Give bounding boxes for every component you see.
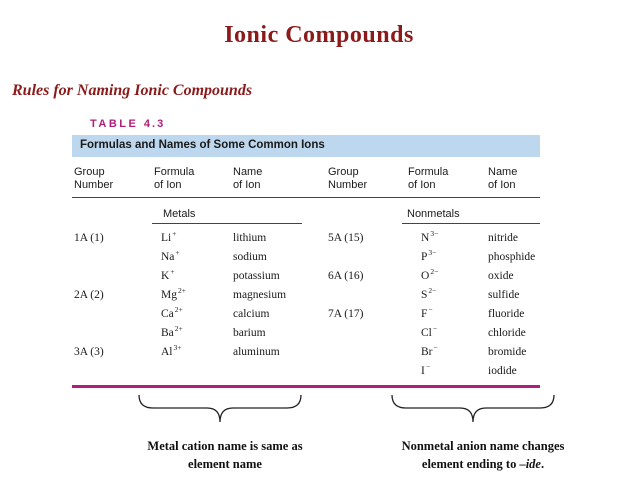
metals-formula-cell xyxy=(161,286,186,301)
nonmetal-note-prefix: element ending to xyxy=(421,457,520,471)
metal-brace-icon xyxy=(135,392,305,430)
ion-charge: − xyxy=(432,324,438,333)
header-line: of Ion xyxy=(233,179,261,191)
metals-name-cell: aluminum xyxy=(233,346,280,358)
header-line: Name xyxy=(488,166,518,178)
ion-symbol: Ca xyxy=(161,308,174,320)
nonmetals-formula-cell xyxy=(421,248,437,263)
table-label-number: 4.3 xyxy=(143,118,166,130)
table-caption-band xyxy=(72,135,540,157)
ion-charge: 2− xyxy=(430,267,439,276)
metals-name-cell: lithium xyxy=(233,232,267,244)
ion-charge: − xyxy=(433,343,438,352)
header-line: Name xyxy=(233,166,263,178)
header-line: Formula xyxy=(154,166,195,178)
ion-symbol: F xyxy=(421,308,428,320)
metal-note xyxy=(110,437,340,473)
nonmetals-name-cell: oxide xyxy=(488,270,514,282)
nonmetals-name-cell: sulfide xyxy=(488,289,520,301)
header-formula-left xyxy=(154,166,194,192)
header-group-number-right xyxy=(328,166,367,192)
header-line: Group xyxy=(328,166,359,178)
nonmetals-name-cell: chloride xyxy=(488,327,526,339)
ion-charge: − xyxy=(428,305,433,314)
metals-name-cell: calcium xyxy=(233,308,270,320)
nonmetals-formula-cell xyxy=(421,229,439,244)
ion-symbol: O xyxy=(421,270,430,282)
metals-name-cell: magnesium xyxy=(233,289,287,301)
ion-symbol: Li xyxy=(161,232,172,244)
section-nonmetals: Nonmetals xyxy=(407,208,460,220)
nonmetal-note-ending: –ide xyxy=(519,457,541,471)
ion-symbol: Br xyxy=(421,346,433,358)
metal-note-line1: Metal cation name is same as xyxy=(147,439,303,453)
ion-charge: 2+ xyxy=(174,305,183,314)
metals-formula-cell xyxy=(161,248,180,263)
metals-name-cell: potassium xyxy=(233,270,280,282)
header-group-number-left xyxy=(74,166,113,192)
nonmetals-formula-cell xyxy=(421,305,433,320)
section-metals: Metals xyxy=(163,208,196,220)
table-label-word: TABLE xyxy=(90,118,139,130)
ion-symbol: N xyxy=(421,232,430,244)
table-caption: Formulas and Names of Some Common Ions xyxy=(80,139,325,151)
nonmetal-note xyxy=(368,437,598,473)
ion-charge: + xyxy=(175,248,180,257)
nonmetal-note-line2 xyxy=(368,455,598,473)
nonmetals-name-cell: phosphide xyxy=(488,251,536,263)
table-bottom-rule xyxy=(72,385,540,388)
metals-group-cell: 2A (2) xyxy=(74,289,104,301)
slide-title: Ionic Compounds xyxy=(224,22,414,48)
metals-formula-cell xyxy=(161,324,183,339)
ion-symbol: Cl xyxy=(421,327,432,339)
ion-symbol: S xyxy=(421,289,428,301)
ion-charge: + xyxy=(172,229,177,238)
nonmetals-name-cell: bromide xyxy=(488,346,527,358)
header-formula-right xyxy=(408,166,448,192)
ion-symbol: Al xyxy=(161,346,173,358)
header-line: of Ion xyxy=(488,179,516,191)
header-name-left xyxy=(233,166,262,192)
nonmetals-name-cell: fluoride xyxy=(488,308,525,320)
metals-group-cell: 1A (1) xyxy=(74,232,104,244)
ion-charge: 3− xyxy=(430,229,439,238)
metals-formula-cell xyxy=(161,305,183,320)
section-metals-rule xyxy=(152,223,302,224)
nonmetals-formula-cell xyxy=(421,362,431,377)
ion-symbol: Na xyxy=(161,251,175,263)
nonmetal-note-line1: Nonmetal anion name changes xyxy=(401,439,565,453)
metals-group-cell: 3A (3) xyxy=(74,346,104,358)
ion-symbol: Mg xyxy=(161,289,177,301)
header-line: Group xyxy=(74,166,105,178)
section-nonmetals-rule xyxy=(402,223,540,224)
ion-charge: 2+ xyxy=(177,286,186,295)
ion-symbol: Ba xyxy=(161,327,174,339)
header-line: of Ion xyxy=(408,179,436,191)
nonmetals-group-cell: 7A (17) xyxy=(328,308,364,320)
metals-formula-cell xyxy=(161,343,182,358)
nonmetal-brace-icon xyxy=(388,392,558,430)
metals-name-cell: barium xyxy=(233,327,266,339)
slide-subtitle: Rules for Naming Ionic Compounds xyxy=(12,82,253,99)
nonmetals-formula-cell xyxy=(421,343,438,358)
header-line: Number xyxy=(74,179,114,191)
ion-charge: + xyxy=(170,267,175,276)
nonmetals-formula-cell xyxy=(421,267,439,282)
ion-symbol: I xyxy=(421,365,425,377)
metals-name-cell: sodium xyxy=(233,251,267,263)
nonmetals-name-cell: iodide xyxy=(488,365,517,377)
nonmetals-name-cell: nitride xyxy=(488,232,519,244)
ion-charge: 3+ xyxy=(173,343,182,352)
header-line: of Ion xyxy=(154,179,182,191)
ion-charge: 2+ xyxy=(174,324,183,333)
metal-note-line2: element name xyxy=(188,457,262,471)
ion-charge: 2− xyxy=(428,286,437,295)
ion-charge: 3− xyxy=(428,248,437,257)
ion-charge: − xyxy=(425,362,431,371)
nonmetals-group-cell: 6A (16) xyxy=(328,270,364,282)
metals-formula-cell xyxy=(161,229,177,244)
metals-formula-cell xyxy=(161,267,175,282)
nonmetal-note-suffix: . xyxy=(540,457,545,471)
nonmetals-formula-cell xyxy=(421,324,438,339)
ion-symbol: K xyxy=(161,270,170,282)
header-name-right xyxy=(488,166,517,192)
nonmetals-group-cell: 5A (15) xyxy=(328,232,364,244)
header-line: Number xyxy=(328,179,368,191)
header-divider xyxy=(72,197,540,198)
table-label xyxy=(90,118,165,130)
header-line: Formula xyxy=(408,166,449,178)
ion-symbol: P xyxy=(421,251,428,263)
nonmetals-formula-cell xyxy=(421,286,437,301)
